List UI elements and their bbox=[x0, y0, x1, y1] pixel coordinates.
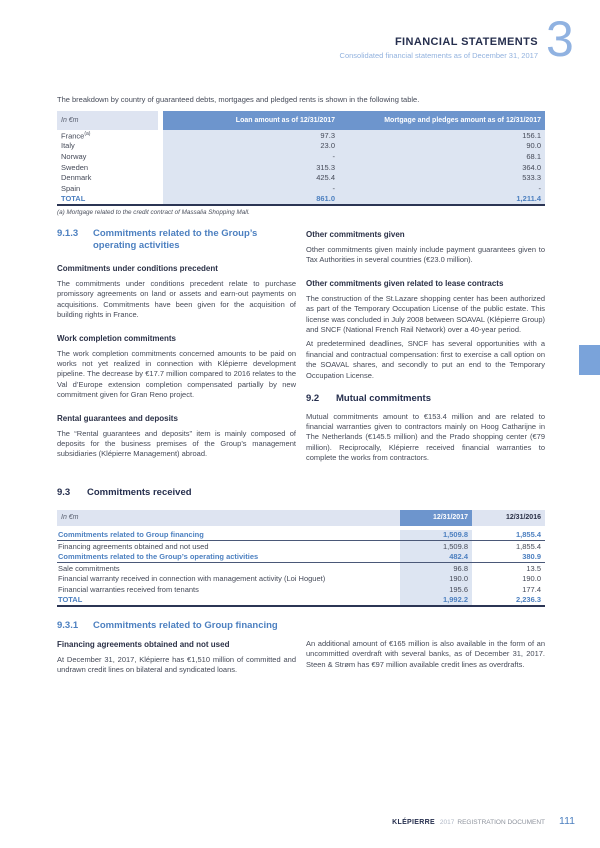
section-title: Commitments related to the Group’s operating activities bbox=[93, 228, 258, 251]
value-2017: 482.4 bbox=[400, 552, 472, 563]
value-2016: 380.9 bbox=[522, 552, 541, 562]
table-row bbox=[57, 151, 545, 162]
row-label: Commitments related to Group financing bbox=[58, 530, 204, 540]
table-row bbox=[57, 541, 545, 552]
paragraph: The commitments under conditions precedent relate to purchase promissory agreements on land or assets and earn-out payments on acquisitions. Commitments have been given for the acquisition of building rights in France. bbox=[57, 279, 296, 320]
chapter-number: 3 bbox=[546, 11, 574, 67]
loan-value: - bbox=[332, 183, 335, 193]
country-label: France bbox=[61, 131, 85, 141]
row-label: Financing agreements obtained and not used bbox=[58, 541, 209, 551]
paragraph: The “Rental guarantees and deposits” item is mainly composed of deposits for the business premises of the Group’s management subsidiaries (Klépierre Management) abroad. bbox=[57, 428, 296, 459]
heading-93 bbox=[57, 487, 545, 499]
right-column bbox=[306, 228, 545, 468]
loan-value: 315.3 bbox=[316, 162, 335, 172]
subheading-financing-agreements: Financing agreements obtained and not used bbox=[57, 639, 230, 649]
subheading-conditions-precedent: Commitments under conditions precedent bbox=[57, 264, 218, 273]
page-number: 111 bbox=[559, 815, 575, 827]
subheading-lease-contracts: Other commitments given related to lease contracts bbox=[306, 278, 504, 288]
subheading-rental-guarantees: Rental guarantees and deposits bbox=[57, 413, 178, 423]
table2-col-2016-header: 12/31/2016 bbox=[505, 514, 541, 521]
row-label: Commitments related to the Group’s operating activities bbox=[58, 552, 259, 562]
paragraph: An additional amount of €165 million is also available in the form of an uncommitted overdraft with several banks, as of December 31, 2017. Steen & Strøm has €97 million available credit lines as overdrafts. bbox=[306, 639, 545, 669]
right-column bbox=[306, 620, 545, 679]
paragraph: Mutual commitments amount to €153.4 million and are related to financial warranties given to contractors mainly on Hoog Catharijne in The Netherlands (€145.5 million) and the Prado shopping center (€79 million). Reciprocally, Klépierre received financial warranties to complete the works from contractors. bbox=[306, 411, 545, 463]
section-title: Commitments related to Group financing bbox=[93, 620, 278, 631]
paragraph: Other commitments given mainly include payment guarantees given to Tax Authorities in several countries (€23.0 million). bbox=[306, 245, 545, 265]
loan-value: 425.4 bbox=[316, 173, 335, 183]
country-label: Norway bbox=[57, 152, 163, 161]
table-intro-text: The breakdown by country of guaranteed debts, mortgages and pledged rents is shown in the following table. bbox=[57, 95, 420, 104]
table-row bbox=[57, 530, 545, 542]
table-row bbox=[57, 574, 545, 585]
mortgage-value: 68.1 bbox=[526, 151, 541, 161]
heading-913 bbox=[57, 228, 296, 251]
paragraph: At predetermined deadlines, SNCF has several opportunities with a financial and contractual compensation: first to exercise a call option on the SOAVAL shares, and secondly to put an end to the Temporary Occupation License. bbox=[306, 339, 545, 380]
loan-value: 97.3 bbox=[320, 130, 335, 140]
total-mortgage-value: 1,211.4 bbox=[516, 194, 541, 204]
table2-total-row bbox=[57, 595, 545, 608]
table-row bbox=[57, 172, 545, 183]
table1-col-mortgage-header: Mortgage and pledges amount as of 12/31/2017 bbox=[384, 117, 541, 124]
heading-931 bbox=[57, 620, 296, 632]
table1-header-row bbox=[57, 111, 545, 130]
paragraph: At December 31, 2017, Klépierre has €1,510 million of committed and undrawn credit lines on bilateral and syndicated loans. bbox=[57, 654, 296, 674]
heading-92 bbox=[306, 393, 545, 405]
footer-brand: KLÉPIERRE bbox=[392, 819, 435, 826]
section-number: 9.2 bbox=[306, 393, 320, 405]
value-2016: 190.0 bbox=[522, 574, 541, 584]
value-2017: 1,509.8 bbox=[400, 530, 472, 541]
footnote-ref: (a) bbox=[84, 130, 91, 137]
left-column bbox=[57, 228, 296, 468]
total-label: TOTAL bbox=[58, 595, 83, 605]
loan-value: 23.0 bbox=[320, 141, 335, 151]
table1-unit-label: In €m bbox=[57, 111, 158, 130]
value-2016: 1,855.4 bbox=[515, 541, 541, 551]
value-2016: 13.5 bbox=[526, 563, 541, 573]
left-column bbox=[57, 620, 296, 679]
chapter-side-tab bbox=[579, 345, 600, 375]
mortgage-value: 364.0 bbox=[522, 162, 541, 172]
table-row bbox=[57, 162, 545, 173]
country-label: Italy bbox=[57, 141, 163, 150]
chapter-subtitle: Consolidated financial statements as of December 31, 2017 bbox=[339, 51, 538, 60]
section-number: 9.1.3 bbox=[57, 228, 79, 239]
mortgage-value: 156.1 bbox=[522, 130, 541, 140]
row-label: Sale commitments bbox=[58, 563, 120, 573]
table2-unit-label: In €m bbox=[61, 514, 79, 521]
section-number: 9.3 bbox=[57, 487, 71, 498]
guaranteed-debts-table-wrap bbox=[57, 111, 545, 216]
table-row bbox=[57, 552, 545, 564]
table2-header-row bbox=[57, 510, 545, 526]
table2-col-2017-header: 12/31/2017 bbox=[400, 510, 472, 526]
mortgage-value: - bbox=[538, 183, 541, 193]
paragraph: The work completion commitments concerned amounts to be paid on works not yet realized in connection with Klépierre development pipeline. The decrease by €17.7 million compared to 2016 relates to the Val d’Europe extension completion compensated partially by new commitment given for Gran Reno project. bbox=[57, 348, 296, 400]
value-2017: 195.6 bbox=[400, 584, 472, 595]
section-931-columns bbox=[57, 620, 545, 679]
row-label: Financial warranties received from tenants bbox=[58, 584, 199, 594]
footer-year: 2017 bbox=[439, 819, 455, 826]
section-number: 9.3.1 bbox=[57, 620, 79, 631]
table1-header-blue bbox=[163, 111, 545, 130]
loan-value: - bbox=[332, 151, 335, 161]
total-loan-value: 861.0 bbox=[316, 194, 335, 204]
section-title: Commitments received bbox=[87, 487, 192, 498]
mortgage-value: 90.0 bbox=[526, 141, 541, 151]
total-label: TOTAL bbox=[57, 194, 163, 203]
table-row bbox=[57, 183, 545, 194]
value-2016: 177.4 bbox=[522, 584, 541, 594]
country-label: Denmark bbox=[57, 173, 163, 182]
section-913-columns bbox=[57, 228, 545, 468]
table-row bbox=[57, 141, 545, 152]
subheading-work-completion: Work completion commitments bbox=[57, 333, 176, 343]
section-93 bbox=[57, 487, 545, 607]
paragraph: The construction of the St.Lazare shopping center has been authorized as part of the Temporary Occupation License of the public estate. This license was concluded in July 2008 between SOAVAL (Klépierre Group) and SNCF (National French Rail Network) over a 40-year period. bbox=[306, 293, 545, 335]
commitments-received-table bbox=[57, 510, 545, 608]
value-2016: 1,855.4 bbox=[515, 530, 541, 540]
footer-document-name: REGISTRATION DOCUMENT bbox=[457, 819, 546, 826]
chapter-title: FINANCIAL STATEMENTS bbox=[394, 36, 538, 48]
value-2017: 1,509.8 bbox=[400, 541, 472, 552]
country-label: Spain bbox=[57, 184, 163, 193]
total-value-2017: 1,992.2 bbox=[400, 595, 472, 606]
country-label: Sweden bbox=[57, 163, 163, 172]
row-label: Financial warranty received in connection with management activity (Loi Hoguet) bbox=[58, 574, 326, 584]
guaranteed-debts-table bbox=[57, 111, 545, 206]
page-header bbox=[340, 36, 538, 60]
table1-col-loan-header: Loan amount as of 12/31/2017 bbox=[235, 117, 335, 124]
table1-total-row bbox=[57, 194, 545, 205]
mortgage-value: 533.3 bbox=[522, 173, 541, 183]
section-title: Mutual commitments bbox=[336, 393, 432, 405]
table-row bbox=[57, 130, 545, 141]
value-2017: 190.0 bbox=[400, 574, 472, 585]
page-footer bbox=[392, 815, 575, 827]
total-value-2016: 2,236.3 bbox=[515, 595, 541, 605]
table-row bbox=[57, 563, 545, 574]
table1-footnote: (a) Mortgage related to the credit contract of Massalia Shopping Mall. bbox=[57, 209, 250, 217]
value-2017: 96.8 bbox=[400, 563, 472, 574]
subheading-other-commitments: Other commitments given bbox=[306, 230, 405, 239]
table-row bbox=[57, 584, 545, 595]
